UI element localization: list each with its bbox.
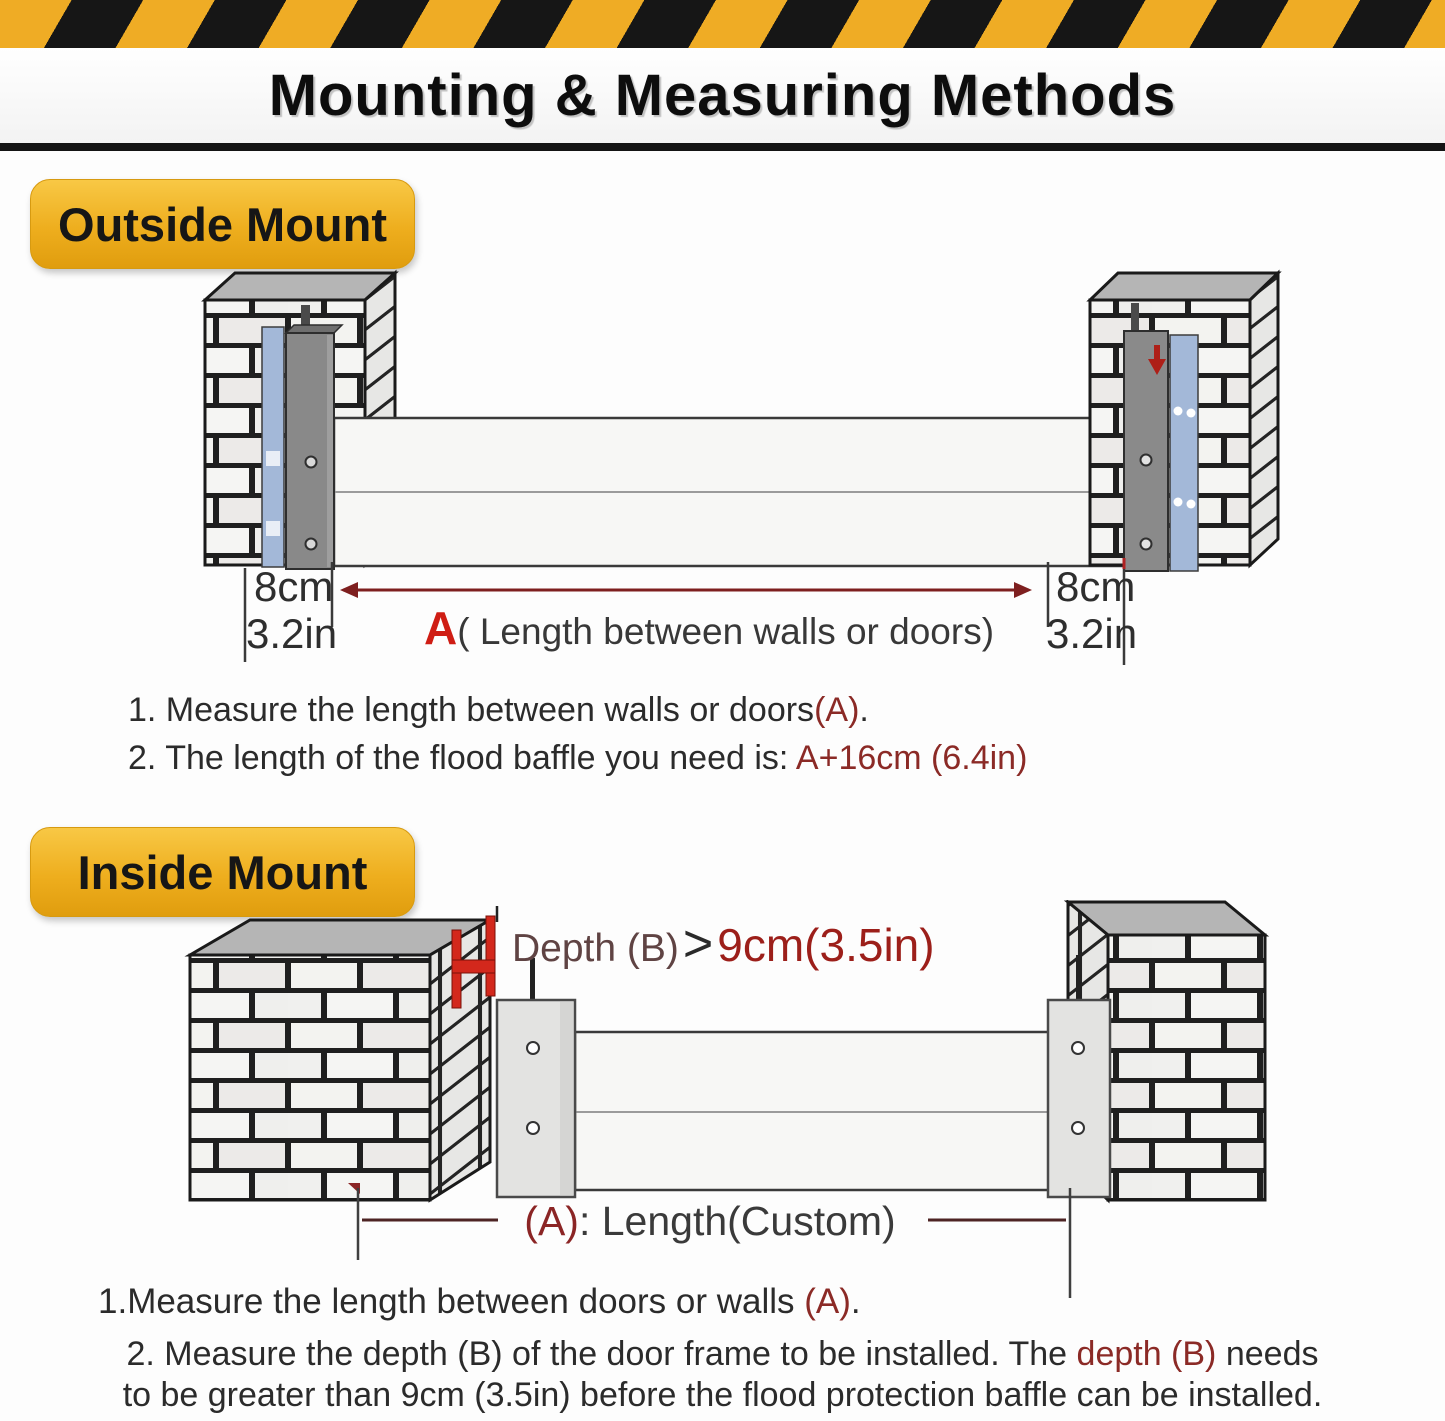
caution-tape-stripe xyxy=(0,0,1445,48)
screw-hole xyxy=(1072,1122,1084,1134)
header-divider xyxy=(0,143,1445,151)
outside-right-gap-cm: 8cm xyxy=(1056,563,1136,610)
outside-left-gap-cm: 8cm xyxy=(254,563,334,610)
outside-mount-badge-label: Outside Mount xyxy=(58,197,387,251)
length-a-letter: A xyxy=(424,602,458,654)
screw-hole xyxy=(1141,539,1152,550)
outside-left-channel-front xyxy=(286,325,342,569)
inside-left-channel xyxy=(497,958,575,1197)
depth-b-label: Depth (B) > 9cm(3.5in) xyxy=(512,915,935,973)
screw-hole xyxy=(306,457,317,468)
inside-step-2: 2. Measure the depth (B) of the door frame to be installed. The depth (B) needs to be greater than 9cm (3.5in) before the flood protection baffle can be installed. xyxy=(122,1335,1323,1414)
inside-flood-barrier xyxy=(575,1032,1050,1190)
screw-hole xyxy=(527,1122,539,1134)
inside-step-1: 1.Measure the length between doors or walls (A). xyxy=(98,1282,861,1321)
length-custom-label: (A): Length(Custom) xyxy=(524,1198,896,1244)
greater-than-sign: > xyxy=(682,915,714,973)
outside-step-1: 1. Measure the length between walls or doors(A). xyxy=(128,691,869,729)
inside-left-pillar xyxy=(190,920,490,1200)
outside-right-gap-in: 3.2in xyxy=(1046,610,1138,657)
header xyxy=(0,48,1445,143)
screw-hole xyxy=(527,1042,539,1054)
outside-right-channel xyxy=(1124,303,1198,571)
outside-left-gap-in: 3.2in xyxy=(246,610,338,657)
outside-step-2: 2. The length of the flood baffle you need is: A+16cm (6.4in) xyxy=(128,739,1028,777)
page-title: Mounting & Measuring Methods xyxy=(268,63,1177,128)
length-a-label: A ( Length between walls or doors) xyxy=(424,602,995,654)
inside-mount-badge-label: Inside Mount xyxy=(77,845,368,899)
outside-flood-barrier xyxy=(334,418,1136,566)
screw-hole xyxy=(306,539,317,550)
screw-hole xyxy=(1141,455,1152,466)
screw-hole xyxy=(1072,1042,1084,1054)
